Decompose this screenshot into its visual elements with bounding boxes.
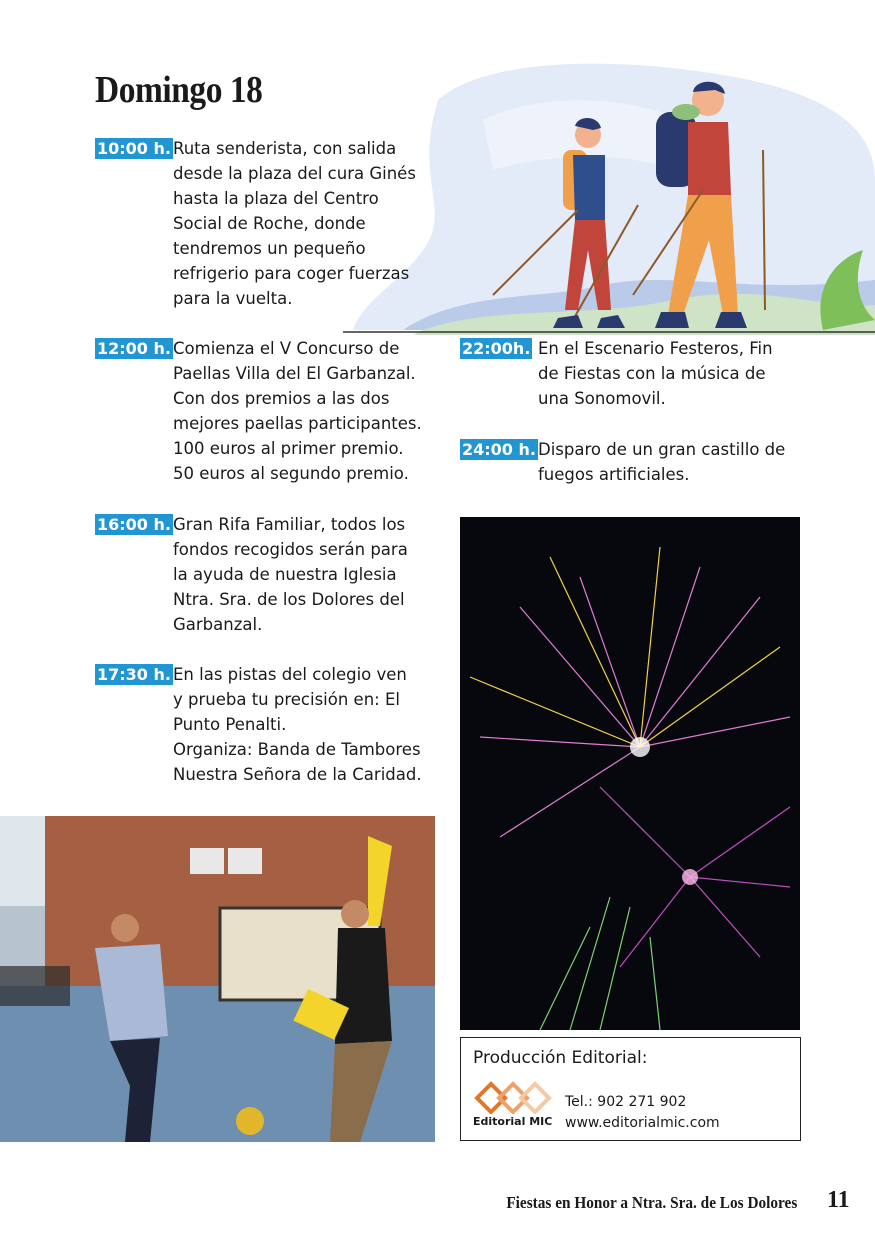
event-highlight: Ruta senderista [173, 139, 303, 158]
page-title: Domingo 18 [95, 69, 263, 111]
event-1600 [95, 512, 440, 642]
editorial-mic-logo [473, 1080, 555, 1114]
event-time: 22:00h. [462, 339, 531, 358]
event-time: 16:00 h. [97, 515, 171, 534]
production-brand: Editorial MIC [473, 1115, 553, 1128]
event-description: , todos los fondos recogidos serán para la ayuda de nuestra Iglesia Ntra. Sra. de los Dolores del Garbanzal. [173, 515, 408, 634]
production-box [460, 1037, 801, 1141]
event-1000 [95, 136, 440, 316]
production-heading: Producción Editorial: [473, 1048, 648, 1068]
event-time: 17:30 h. [97, 665, 171, 684]
event-1730 [95, 662, 440, 792]
event-time: 12:00 h. [97, 339, 171, 358]
fireworks-photo [460, 517, 800, 1030]
event-highlight: Comienza el V Concurso de Paellas Villa del El Garbanzal [173, 339, 411, 383]
event-time: 10:00 h. [97, 139, 171, 158]
event-text: En las pistas del colegio ven y prueba tu precisión en: El Punto Penalti. Organiza: Banda de Tambores Nuestra Señora de la Caridad. [173, 665, 422, 784]
production-phone: Tel.: 902 271 902 [565, 1094, 687, 1110]
event-description: . Con dos premios a las dos mejores paellas participantes. 100 euros al primer premio. 50 euros al segundo premio. [173, 364, 422, 483]
production-website: www.editorialmic.com [565, 1115, 720, 1131]
event-1200 [95, 336, 440, 491]
footer-title: Fiestas en Honor a Ntra. Sra. de Los Dolores [506, 1193, 797, 1212]
event-2200 [460, 336, 805, 416]
event-text [173, 512, 408, 637]
event-text: Disparo de un gran castillo de fuegos artificiales. [538, 440, 786, 484]
event-2400 [460, 437, 805, 492]
page-number: 11 [827, 1187, 850, 1213]
event-text [173, 136, 416, 311]
penalty-photo [0, 816, 435, 1142]
event-description: , con salida desde la plaza del cura Ginés hasta la plaza del Centro Social de Roche, donde tendremos un pequeño refrigerio para coger fuerzas para la vuelta. [173, 139, 416, 308]
event-text [173, 336, 422, 486]
event-highlight: Gran Rifa Familiar [173, 515, 321, 534]
event-time: 24:00 h. [462, 440, 536, 459]
event-text: En el Escenario Festeros, Fin de Fiestas con la música de una Sonomovil. [538, 339, 773, 408]
